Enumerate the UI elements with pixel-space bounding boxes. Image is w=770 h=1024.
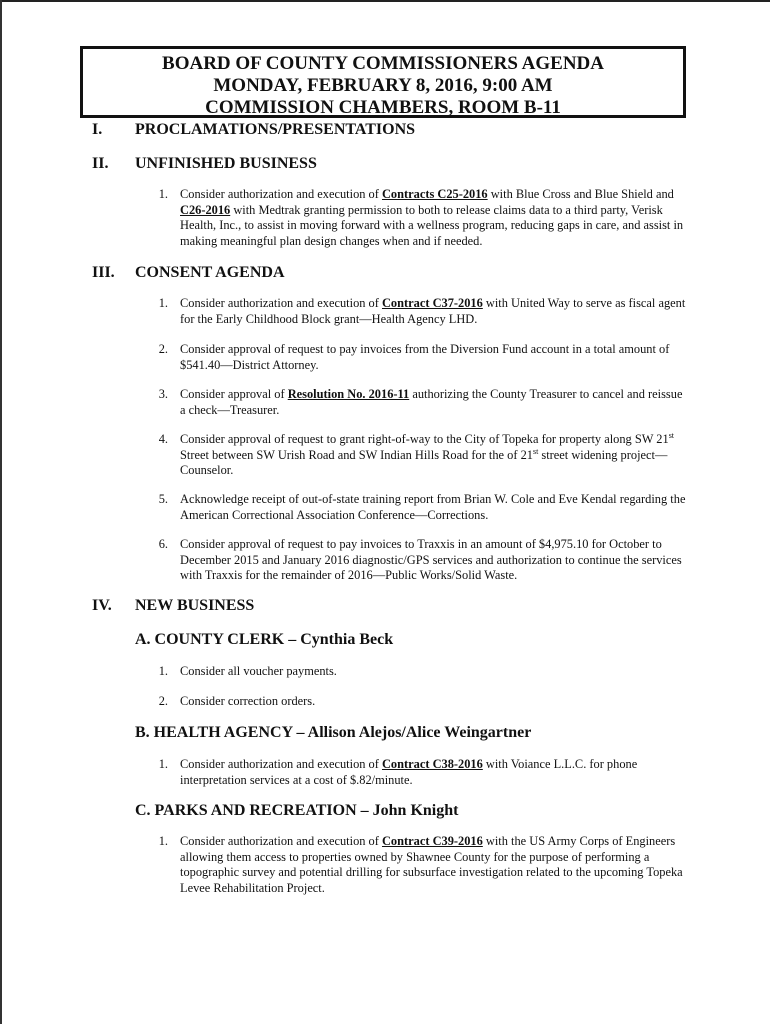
section-number: II. — [92, 155, 109, 172]
item-number: 1. — [158, 296, 168, 310]
section-number: IV. — [92, 597, 112, 614]
item-number: 1. — [158, 834, 168, 848]
item-number: 3. — [158, 387, 168, 401]
item-text: Consider authorization and execution of Contract C38-2016 with Voiance L.L.C. for phone interpretation services at a cost of $.82/minute. — [180, 757, 638, 787]
section-title: CONSENT AGENDA — [135, 264, 285, 281]
item-number: 1. — [158, 757, 168, 771]
subsection-health-agency: B. HEALTH AGENCY – Allison Alejos/Alice Weingartner — [135, 724, 532, 741]
item-number: 6. — [158, 537, 168, 551]
section-title: PROCLAMATIONS/PRESENTATIONS — [135, 121, 416, 138]
contract-link[interactable]: Contract C38-2016 — [381, 757, 483, 771]
header-title: BOARD OF COUNTY COMMISSIONERS AGENDA — [162, 53, 604, 74]
item-number: 1. — [158, 664, 168, 678]
item-number: 2. — [158, 342, 168, 356]
item-number: 5. — [158, 492, 168, 506]
header-location: COMMISSION CHAMBERS, ROOM B-11 — [205, 97, 561, 118]
contract-link[interactable]: Contract C39-2016 — [381, 834, 483, 848]
contract-link[interactable]: Contracts C25-2016 — [381, 187, 488, 201]
section-number: III. — [92, 264, 115, 281]
item-number: 1. — [158, 187, 168, 201]
section-number: I. — [92, 121, 103, 138]
subsection-parks-recreation: C. PARKS AND RECREATION – John Knight — [135, 802, 459, 819]
agenda-header — [80, 46, 686, 118]
header-date: MONDAY, FEBRUARY 8, 2016, 9:00 AM — [213, 75, 553, 96]
item-text: Consider approval of request to grant right-of-way to the City of Topeka for property along SW 21st Street between SW Urish Road and SW Indian Hills Road for the of 21st street widening project—Counselor. — [180, 430, 675, 477]
subsection-county-clerk: A. COUNTY CLERK – Cynthia Beck — [135, 631, 394, 648]
item-text: Consider authorization and execution of Contracts C25-2016 with Blue Cross and Blue Shield and C26-2016 with Medtrak granting permission to both to release claims data to a third party, Verisk Health, Inc., to assist in moving forward with a wellness program, reducing gaps in care, and assist in making meaningful plan design changes when and if needed. — [180, 187, 684, 248]
item-number: 4. — [158, 432, 168, 446]
item-text: Consider approval of request to pay invoices from the Diversion Fund account in a total amount of $541.40—District Attorney. — [180, 342, 670, 372]
item-text: Consider authorization and execution of Contract C39-2016 with the US Army Corps of Engineers allowing them access to properties owned by Shawnee County for the purpose of performing a topographic survey and potential drilling for subsurface investigation related to the upcoming Topeka Levee Rehabilitation Project. — [180, 834, 683, 895]
section-title: UNFINISHED BUSINESS — [135, 155, 317, 172]
contract-link[interactable]: C26-2016 — [180, 202, 231, 217]
resolution-link[interactable]: Resolution No. 2016-11 — [287, 387, 410, 401]
section-title: NEW BUSINESS — [135, 597, 255, 614]
item-number: 2. — [158, 694, 168, 708]
item-text: Consider approval of request to pay invoices to Traxxis in an amount of $4,975.10 for October to December 2015 and January 2016 diagnostic/GPS services and authorization to continue the services with Traxxis for the remainder of 2016—Public Works/Solid Waste. — [180, 537, 682, 582]
contract-link[interactable]: Contract C37-2016 — [381, 296, 483, 310]
item-text: Consider approval of Resolution No. 2016-11 authorizing the County Treasurer to cancel and reissue a check—Treasurer. — [180, 387, 683, 417]
item-text: Consider correction orders. — [180, 694, 316, 708]
left-border-line — [0, 0, 2, 1024]
item-text: Acknowledge receipt of out-of-state training report from Brian W. Cole and Eve Kendal regarding the American Correctional Association Conference—Corrections. — [180, 492, 686, 522]
item-text: Consider all voucher payments. — [180, 664, 337, 678]
top-border-line — [0, 0, 770, 2]
item-text: Consider authorization and execution of Contract C37-2016 with United Way to serve as fiscal agent for the Early Childhood Block grant—Health Agency LHD. — [180, 296, 686, 326]
